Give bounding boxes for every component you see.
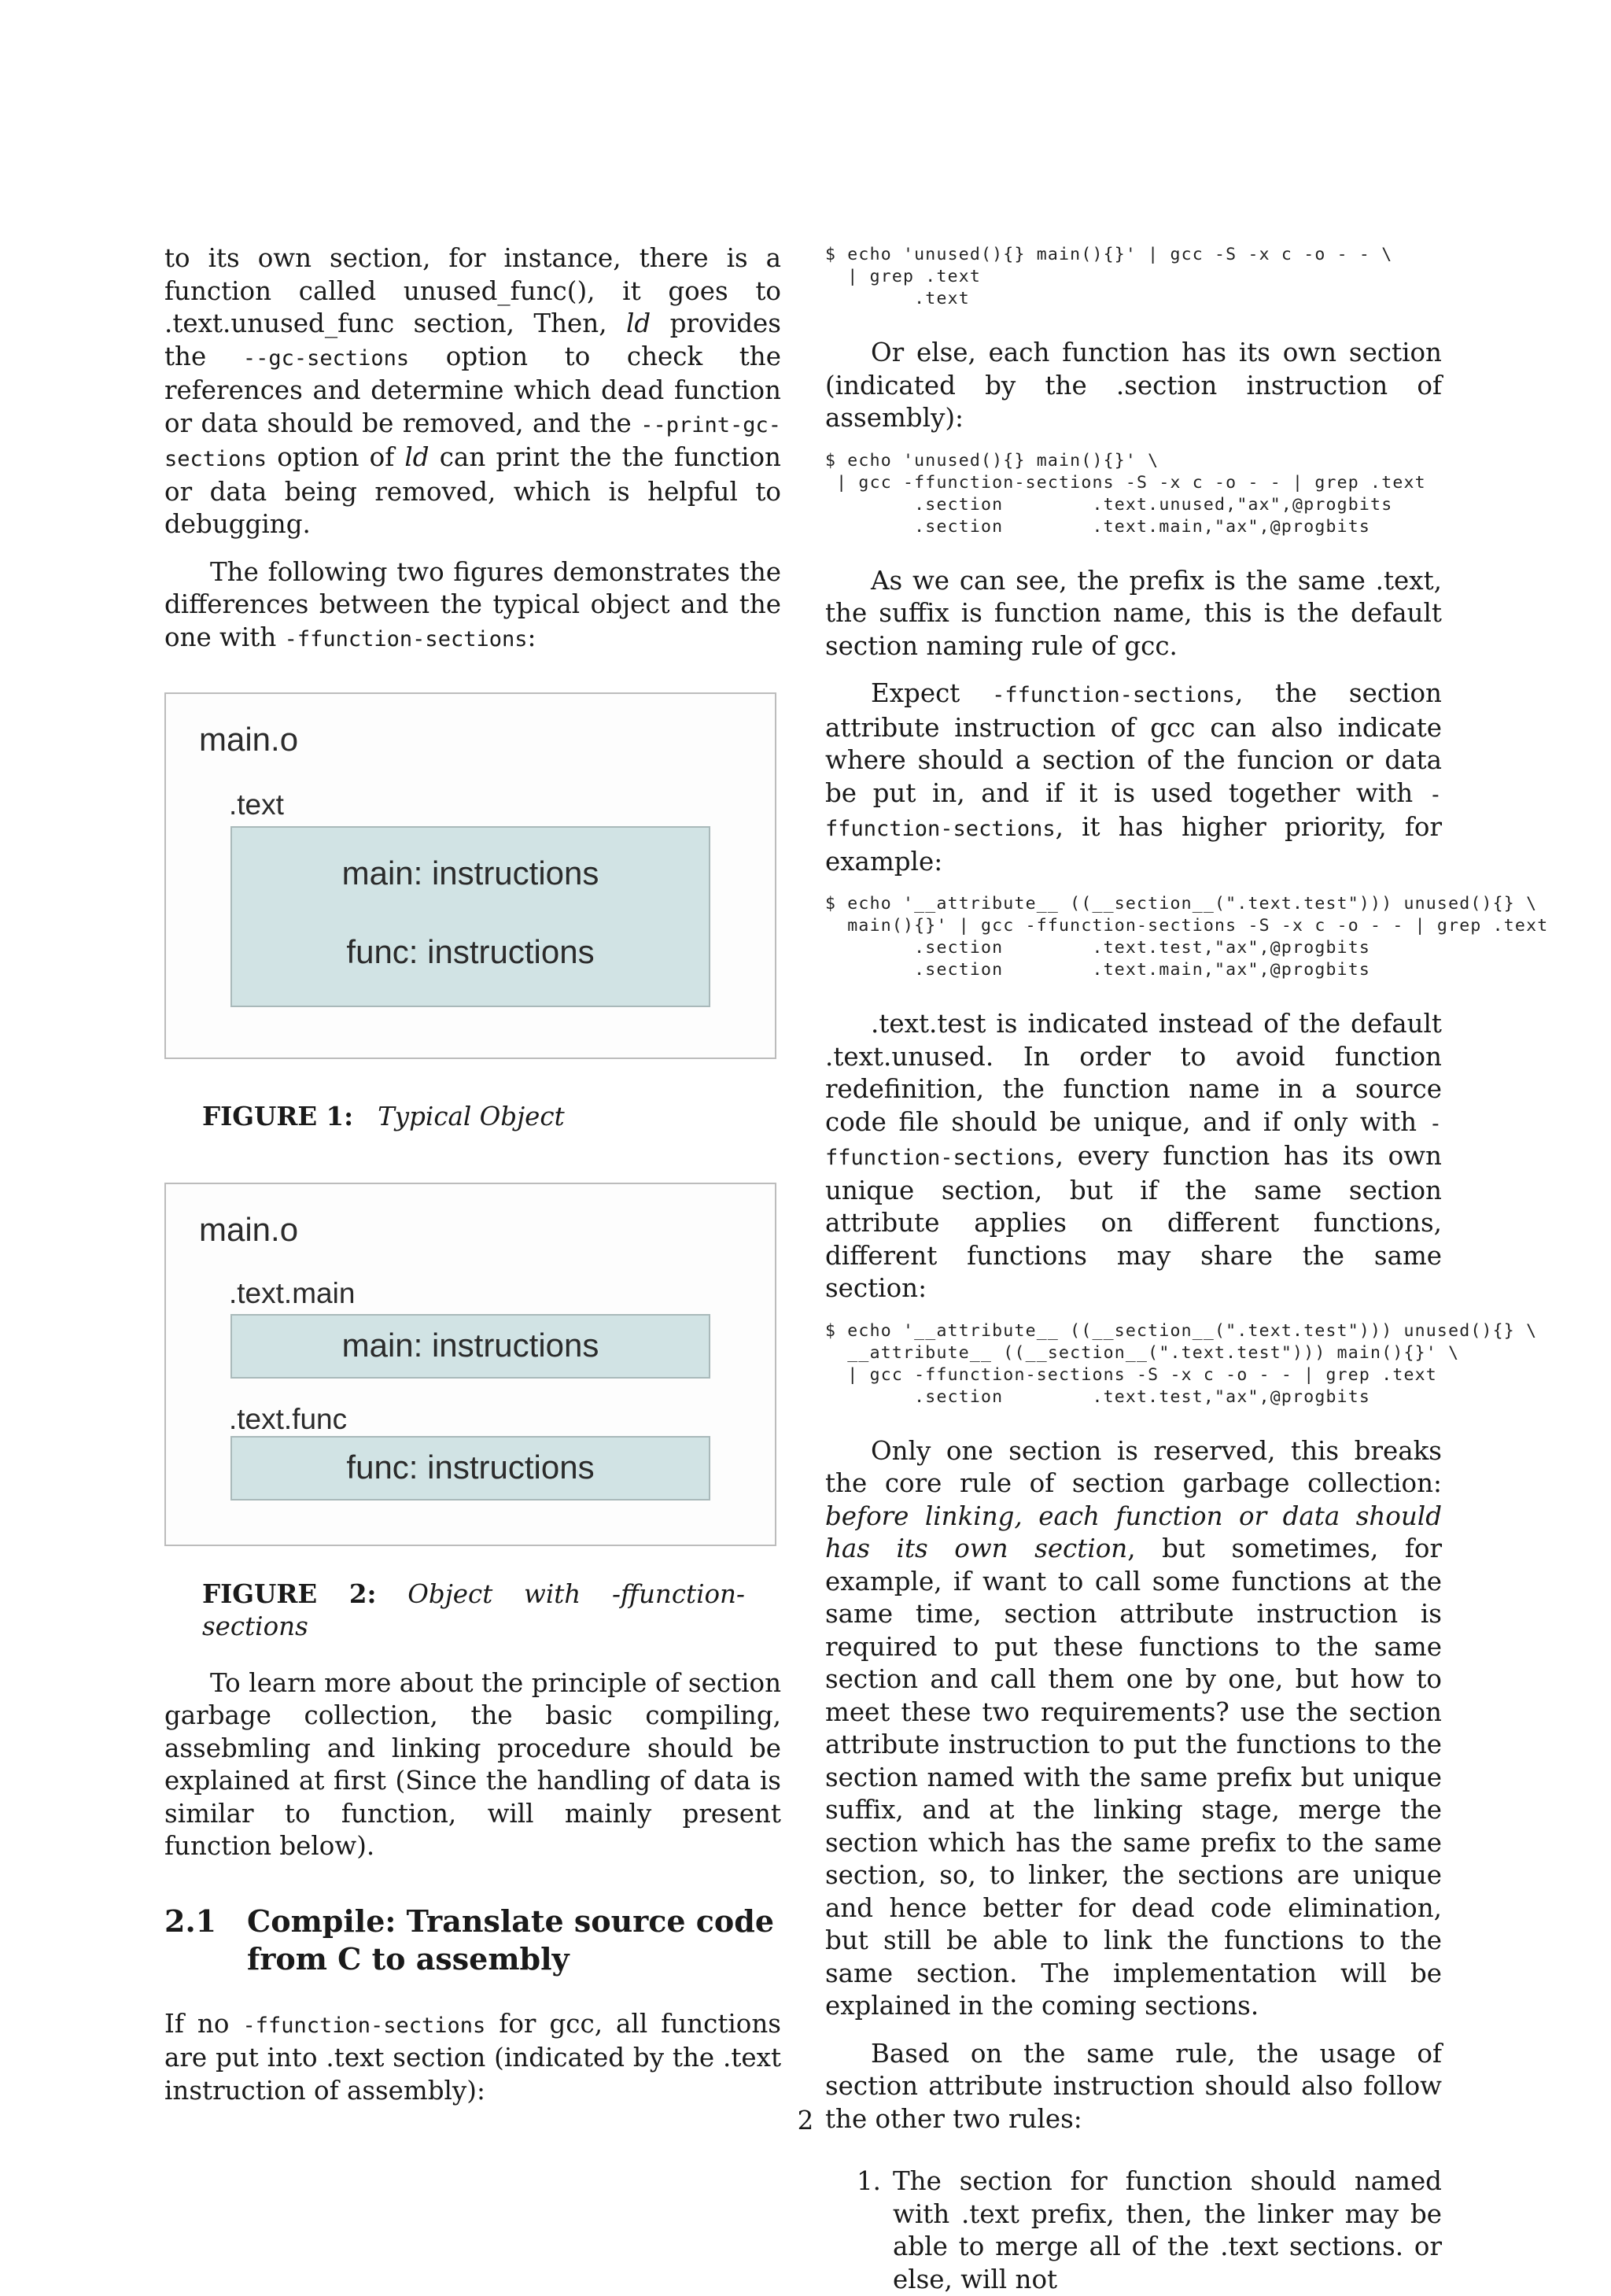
figure-1-caption: FIGURE 1: Typical Object bbox=[202, 1101, 565, 1131]
figure-1-text-section-box bbox=[230, 826, 710, 1007]
paragraph-gc-sections: to its own section, for instance, there is a function called unused_func(), it goes to .text.unused_func section, Then, ld provides the --gc-sections option to check the references and determine which dead function or data should be removed, and the --print-gc-sections option of ld can print the the function or data being removed, which is helpful to debugging. bbox=[164, 243, 781, 539]
paragraph-text-test: .text.test is indicated instead of the default .text.unused. In order to avoid function redefinition, the function name in a source code file should be unique, and if only with -ffunction-sections, every function has its own unique section, but if the same section attribute applies on different functions, different functions may share the same section: bbox=[825, 1009, 1442, 1303]
list-item bbox=[825, 2165, 1442, 2296]
left-column bbox=[164, 242, 781, 2122]
code-block-attribute-example: $ echo '__attribute__ ((__section__(".text.test"))) unused(){} \ main(){}' | gcc -ffunction-sections -S -x c -o - - | grep .text .section .text.test,"ax",@progbits .section .text.main,"ax",@progbits bbox=[825, 894, 1549, 980]
figure-1-diagram bbox=[164, 692, 776, 1059]
section-number: 2.1 bbox=[164, 1903, 217, 1939]
rules-list bbox=[825, 2165, 1442, 2296]
figure-2-main-instructions: main: instructions bbox=[341, 1326, 599, 1364]
paragraph-prefix-suffix: As we can see, the prefix is the same .text, the suffix is function name, this is the default section naming rule of gcc. bbox=[825, 565, 1442, 661]
right-column bbox=[825, 242, 1549, 2296]
section-title: Compile: Translate source code from C to assembly bbox=[247, 1903, 775, 1977]
figure-2-caption: FIGURE 2: Object with -ffunction-sections bbox=[202, 1578, 745, 1641]
paragraph-based-on-rule: Based on the same rule, the usage of section attribute instruction should also follow the other two rules: bbox=[825, 2038, 1442, 2134]
figure-1-main-instructions: main: instructions bbox=[341, 855, 599, 891]
paragraph-section-attribute: Expect -ffunction-sections, the section attribute instruction of gcc can also indicate where should a section of the funcion or data be put in, and if it is used together with -ffunction-sections, it has higher priority, for example: bbox=[825, 678, 1442, 877]
list-item-text: The section for function should named with .text prefix, then, the linker may be able to merge all of the .text sections. or else, will not bbox=[893, 2166, 1442, 2294]
paragraph-or-else: Or else, each function has its own section (indicated by the .section instruction of assembly): bbox=[825, 338, 1442, 433]
page-number: 2 bbox=[797, 2106, 814, 2135]
figure-2-diagram bbox=[164, 1183, 776, 1546]
paragraph-figures-intro: The following two figures demonstrates the differences between the typical object and the one with -ffunction-sections: bbox=[164, 556, 781, 652]
figure-2-object-label: main.o bbox=[199, 1210, 299, 1248]
code-block-default-text: $ echo 'unused(){} main(){}' | gcc -S -x c -o - - \ | grep .text .text bbox=[825, 245, 1393, 308]
list-item-number: 1. bbox=[857, 2166, 882, 2196]
figure-1-func-instructions: func: instructions bbox=[346, 933, 595, 970]
paragraph-only-one-section: Only one section is reserved, this breaks the core rule of section garbage collection: before linking, each function or data should has its own section, but sometimes, for example, if want to call some functions at the same time, section attribute instruction is required to put these functions to the same section and call them one by one, but how to meet these two requirements? use the section attribute instruction to put the functions to the section named with the same prefix but unique suffix, and at the linking stage, merge the section which has the same prefix to the same section, so, to linker, the sections are unique and hence better for dead code elimination, but still be able to link the functions to the same section. The implementation will be explained in the coming sections. bbox=[825, 1435, 1442, 2021]
paragraph-no-ffunction-sections: If no -ffunction-sections for gcc, all functions are put into .text section (indicated by the .text instruction of assembly): bbox=[164, 2008, 781, 2106]
section-heading-2-1 bbox=[164, 1903, 781, 1978]
figure-2-main-section-box bbox=[230, 1314, 710, 1379]
figure-2-main-section-label: .text.main bbox=[229, 1276, 356, 1309]
figure-2-func-section-box bbox=[230, 1436, 710, 1501]
figure-1-section-label: .text bbox=[229, 788, 284, 821]
figure-2-func-section-label: .text.func bbox=[229, 1402, 348, 1435]
figure-1-object-label: main.o bbox=[199, 721, 299, 758]
figure-2-func-instructions: func: instructions bbox=[346, 1448, 595, 1486]
paragraph-learn-more: To learn more about the principle of section garbage collection, the basic compiling, assebmling and linking procedure should be explained at first (Since the handling of data is similar to function, will mainly present function below). bbox=[164, 1667, 781, 1861]
code-block-function-sections: $ echo 'unused(){} main(){}' \ | gcc -ffunction-sections -S -x c -o - - | grep .text .section .text.unused,"ax",@progbits .section .text.main,"ax",@progbits bbox=[825, 450, 1426, 537]
code-block-shared-section: $ echo '__attribute__ ((__section__(".text.test"))) unused(){} \ __attribute__ ((__section__(".text.test"))) main(){}' \ | gcc -ffunction-sections -S -x c -o - - | grep .text .section .text.test,"ax",@progbits bbox=[825, 1320, 1538, 1407]
